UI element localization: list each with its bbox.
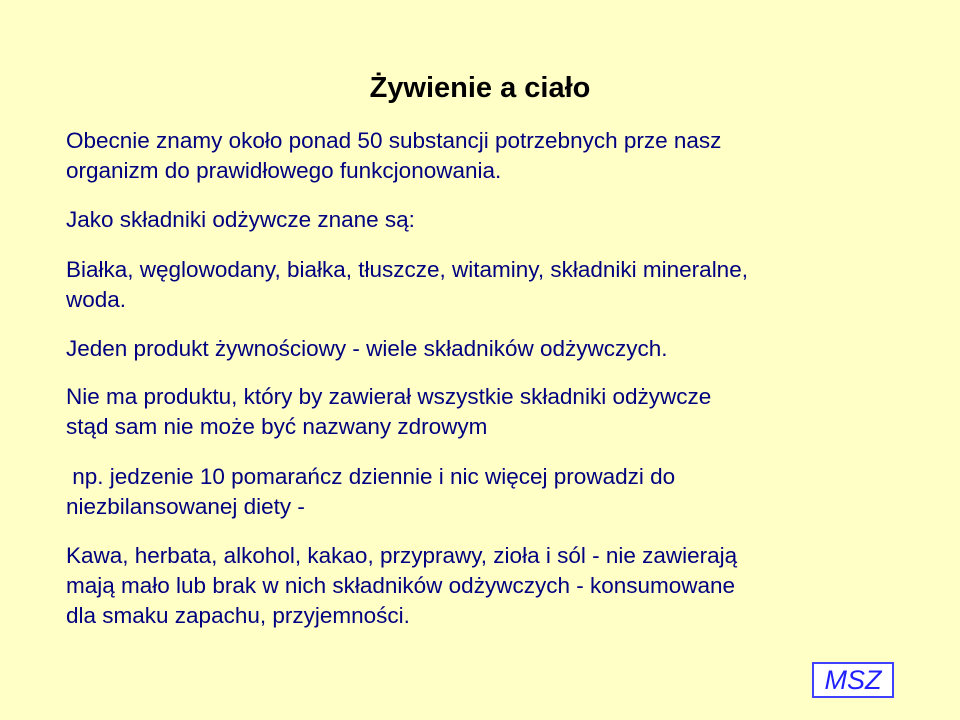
msz-badge: MSZ [812, 662, 894, 698]
paragraph-low-nutrient-products: Kawa, herbata, alkohol, kakao, przyprawy, zioła i sól - nie zawierają mają mało lub brak w nich składników odżywczych - konsumowane dla smaku zapachu, przyjemności. [66, 543, 738, 628]
paragraph-nutrients-heading: Jako składniki odżywcze znane są: [66, 207, 415, 232]
paragraph-intro: Obecnie znamy około ponad 50 substancji potrzebnych prze nasz organizm do prawidłowego funkcjonowania. [66, 128, 722, 183]
paragraph-example: np. jedzenie 10 pomarańcz dziennie i nic więcej prowadzi do niezbilansowanej diety - [66, 464, 676, 519]
slide-title: Żywienie a ciało [369, 72, 591, 104]
paragraph-no-complete-product: Nie ma produktu, który by zawierał wszystkie składniki odżywcze stąd sam nie może być nazwany zdrowym [66, 384, 712, 439]
paragraph-one-product: Jeden produkt żywnościowy - wiele składników odżywczych. [66, 336, 668, 361]
paragraph-nutrients-list: Białka, węglowodany, białka, tłuszcze, witaminy, składniki mineralne, woda. [66, 257, 748, 312]
